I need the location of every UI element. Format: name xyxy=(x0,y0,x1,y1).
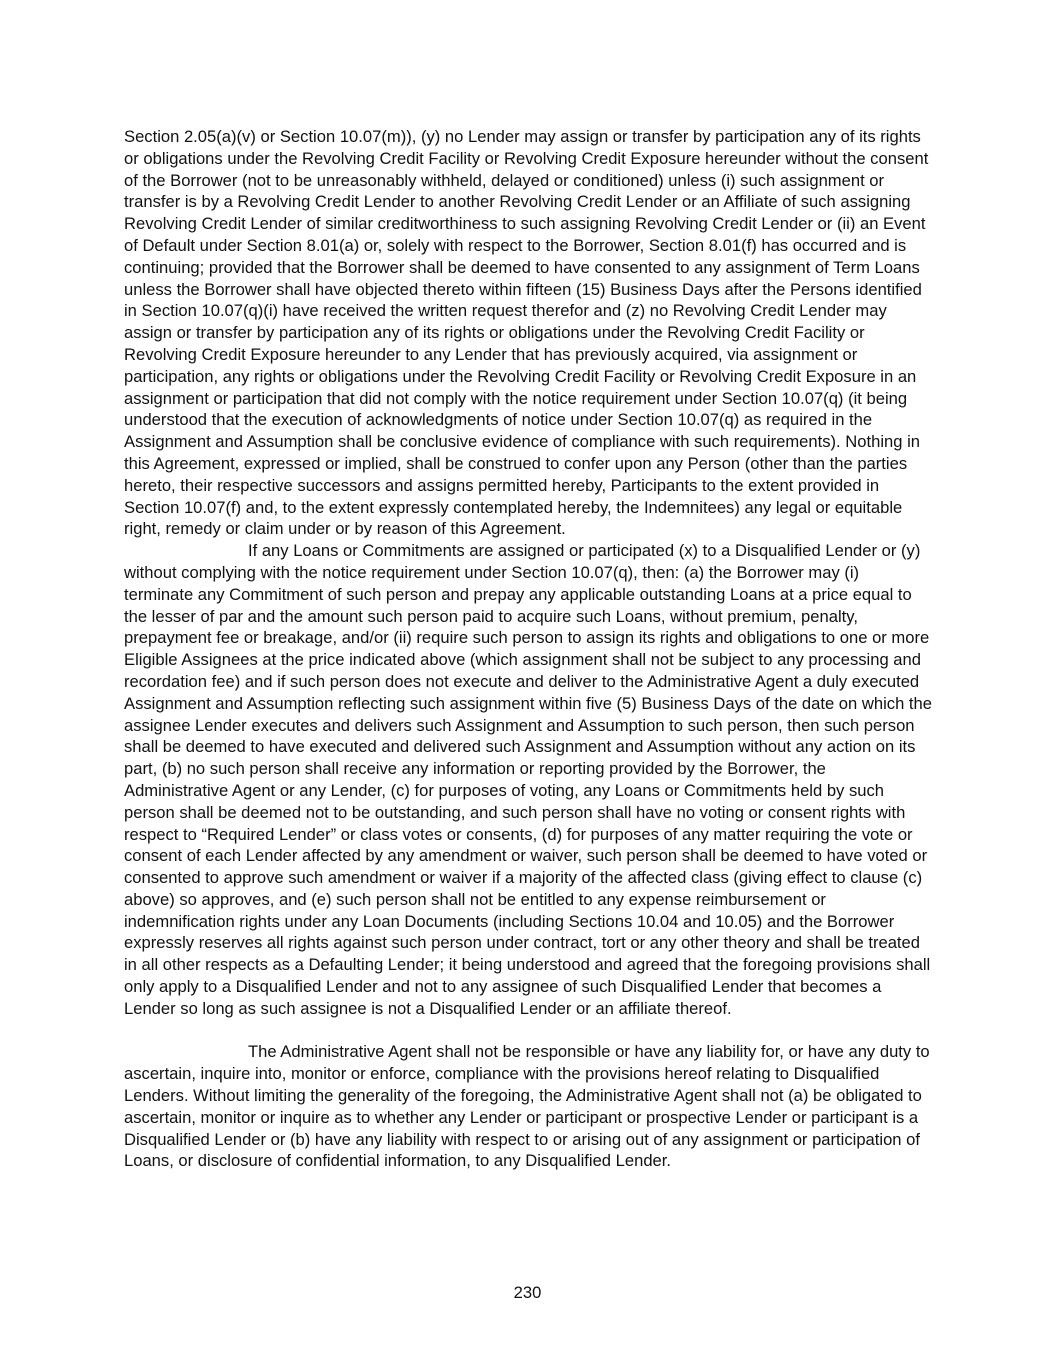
paragraph-disqualified-lender-remedies: If any Loans or Commitments are assigned or participated (x) to a Disqualified Lender or (y) without complying with the notice requirement under Section 10.07(q), then: (a) the Borrower may (i) terminate any Commitment of such person and prepay any applicable outstanding Loans at a price equal to the lesser of par and the amount such person paid to acquire such Loans, without premium, penalty, prepayment fee or breakage, and/or (ii) require such person to assign its rights and obligations to one or more Eligible Assignees at the price indicated above (which assignment shall not be subject to any processing and recordation fee) and if such person does not execute and deliver to the Administrative Agent a duly executed Assignment and Assumption reflecting such assignment within five (5) Business Days of the date on which the assignee Lender executes and delivers such Assignment and Assumption to such person, then such person shall be deemed to have executed and delivered such Assignment and Assumption without any action on its part, (b) no such person shall receive any information or reporting provided by the Borrower, the Administrative Agent or any Lender, (c) for purposes of voting, any Loans or Commitments held by such person shall be deemed not to be outstanding, and such person shall have no voting or consent rights with respect to “Required Lender” or class votes or consents, (d) for purposes of any matter requiring the vote or consent of each Lender affected by any amendment or waiver, such person shall be deemed to have voted or consented to approve such amendment or waiver if a majority of the affected class (giving effect to clause (c) above) so approves, and (e) such person shall not be entitled to any expense reimbursement or indemnification rights under any Loan Documents (including Sections 10.04 and 10.05) and the Borrower expressly reserves all rights against such person under contract, tort or any other theory and shall be treated in all other respects as a Defaulting Lender; it being understood and agreed that the foregoing provisions shall only apply to a Disqualified Lender and not to any assignee of such Disqualified Lender that becomes a Lender so long as such assignee is not a Disqualified Lender or an affiliate thereof. xyxy=(124,541,932,1018)
document-body xyxy=(124,126,932,1172)
paragraph-administrative-agent-liability: The Administrative Agent shall not be responsible or have any liability for, or have any duty to ascertain, inquire into, monitor or enforce, compliance with the provisions hereof relating to Disqualified Lenders. Without limiting the generality of the foregoing, the Administrative Agent shall not (a) be obligated to ascertain, monitor or inquire as to whether any Lender or participant or prospective Lender or participant is a Disqualified Lender or (b) have any liability with respect to or arising out of any assignment or participation of Loans, or disclosure of confidential information, to any Disqualified Lender. xyxy=(124,1042,930,1171)
page-number: 230 xyxy=(513,1283,542,1302)
paragraph-continuation: Section 2.05(a)(v) or Section 10.07(m)), (y) no Lender may assign or transfer by participation any of its rights or obligations under the Revolving Credit Facility or Revolving Credit Exposure hereunder without the consent of the Borrower (not to be unreasonably withheld, delayed or conditioned) unless (i) such assignment or transfer is by a Revolving Credit Lender to another Revolving Credit Lender or an Affiliate of such assigning Revolving Credit Lender of similar creditworthiness to such assigning Revolving Credit Lender or (ii) an Event of Default under Section 8.01(a) or, solely with respect to the Borrower, Section 8.01(f) has occurred and is continuing; provided that the Borrower shall be deemed to have consented to any assignment of Term Loans unless the Borrower shall have objected thereto within fifteen (15) Business Days after the Persons identified in Section 10.07(q)(i) have received the written request therefor and (z) no Revolving Credit Lender may assign or transfer by participation any of its rights or obligations under the Revolving Credit Facility or Revolving Credit Exposure hereunder to any Lender that has previously acquired, via assignment or participation, any rights or obligations under the Revolving Credit Facility or Revolving Credit Exposure in an assignment or participation that did not comply with the notice requirement under Section 10.07(q) (it being understood that the execution of acknowledgments of notice under Section 10.07(q) as required in the Assignment and Assumption shall be conclusive evidence of compliance with such requirements). Nothing in this Agreement, expressed or implied, shall be construed to confer upon any Person (other than the parties hereto, their respective successors and assigns permitted hereby, Participants to the extent provided in Section 10.07(f) and, to the extent expressly contemplated hereby, the Indemnitees) any legal or equitable right, remedy or claim under or by reason of this Agreement. xyxy=(124,127,929,539)
